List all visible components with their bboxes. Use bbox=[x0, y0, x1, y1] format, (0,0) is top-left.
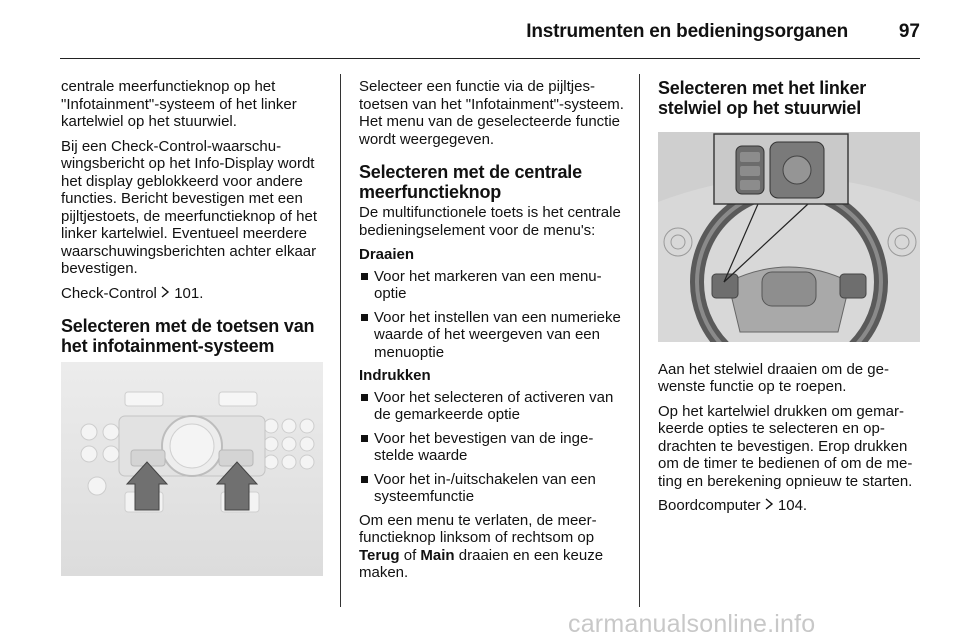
col3-paragraph-2: Op het kartelwiel drukken om gemarkeerde opties te selecteren en opdrachten te bevestigen. Erop drukken om de timer te bedienen of om de meting en berekening opnieuw te starten. bbox=[658, 402, 913, 490]
col2-subheading-press: Indrukken bbox=[359, 367, 431, 384]
col3-cross-reference bbox=[658, 497, 923, 515]
ref-arrow-icon bbox=[765, 497, 778, 514]
col1-section-heading: Selecteren met de toetsen van het infotainment-systeem bbox=[61, 316, 315, 356]
col2-list-rotate bbox=[359, 268, 627, 362]
main-label: Main bbox=[420, 546, 455, 564]
col3-ref-page: 104. bbox=[777, 497, 808, 514]
col1-cross-reference bbox=[61, 285, 329, 303]
col1-paragraph-2: Bij een Check-Control-waarschuwingsbericht op het Info-Display wordt het display geblokkeerd voor andere functies. Bericht bevestigen met een pijltjestoets, de meerfunctieknop of het linker kartelwiel. Eventueel meerdere waarschuwingsberichten achter elkaar bevestigen. bbox=[61, 137, 317, 277]
col2-section-heading: Selecteren met de centrale meerfunctieknop bbox=[359, 162, 582, 202]
ref-arrow-icon bbox=[161, 285, 174, 302]
col2-paragraph-2: De multifunctionele toets is het centrale bedieningselement voor de menu's: bbox=[359, 204, 621, 239]
col2-paragraph-3 bbox=[359, 512, 627, 582]
list-item: Voor het instellen van een numerieke waarde of het weergeven van een menuoptie bbox=[359, 309, 627, 362]
column-divider-2 bbox=[639, 74, 640, 607]
column-divider-1 bbox=[340, 74, 341, 607]
infotainment-panel-figure bbox=[61, 362, 329, 581]
header-rule bbox=[60, 58, 920, 59]
col2-p3-text: Om een menu te verlaten, de meerfunctieknop linksom of rechtsom op bbox=[359, 511, 597, 546]
column-2 bbox=[359, 78, 627, 589]
col3-section-heading: Selecteren met het linker stelwiel op het stuurwiel bbox=[658, 78, 867, 118]
col1-ref-page: 101. bbox=[174, 284, 204, 302]
col2-list-press bbox=[359, 389, 627, 506]
col1-paragraph-1: centrale meerfunctieknop op het "Infotainment"-systeem of het linker kartelwiel op het stuurwiel. bbox=[61, 78, 297, 130]
col3-ref-text: Boordcomputer bbox=[658, 497, 761, 514]
watermark: carmanualsonline.info bbox=[568, 610, 816, 638]
list-item: Voor het bevestigen van de ingestelde waarde bbox=[359, 430, 627, 465]
column-1 bbox=[61, 78, 329, 581]
steering-wheel-figure bbox=[658, 132, 923, 347]
terug-label: Terug bbox=[359, 546, 400, 564]
col3-paragraph-1: Aan het stelwiel draaien om de gewenste functie op te roepen. bbox=[658, 360, 889, 395]
col2-p3-end: draaien en een keuze maken. bbox=[359, 546, 604, 581]
list-item: Voor het in-/uitschakelen van een systeemfunctie bbox=[359, 471, 627, 506]
col2-subheading-rotate: Draaien bbox=[359, 246, 415, 263]
list-item: Voor het markeren van een menuoptie bbox=[359, 268, 627, 303]
col2-paragraph-1: Selecteer een functie via de pijltjestoetsen van het "Infotainment"-systeem. Het menu van de geselecteerde functie wordt weergegeven. bbox=[359, 78, 624, 148]
col2-p3-mid: of bbox=[399, 546, 421, 564]
column-3 bbox=[658, 78, 923, 522]
list-item: Voor het selecteren of activeren van de gemarkeerde optie bbox=[359, 389, 627, 424]
col1-ref-text: Check-Control bbox=[61, 284, 157, 302]
page-header-title: Instrumenten en bedieningsorganen bbox=[526, 21, 848, 42]
page-number: 97 bbox=[898, 21, 920, 42]
